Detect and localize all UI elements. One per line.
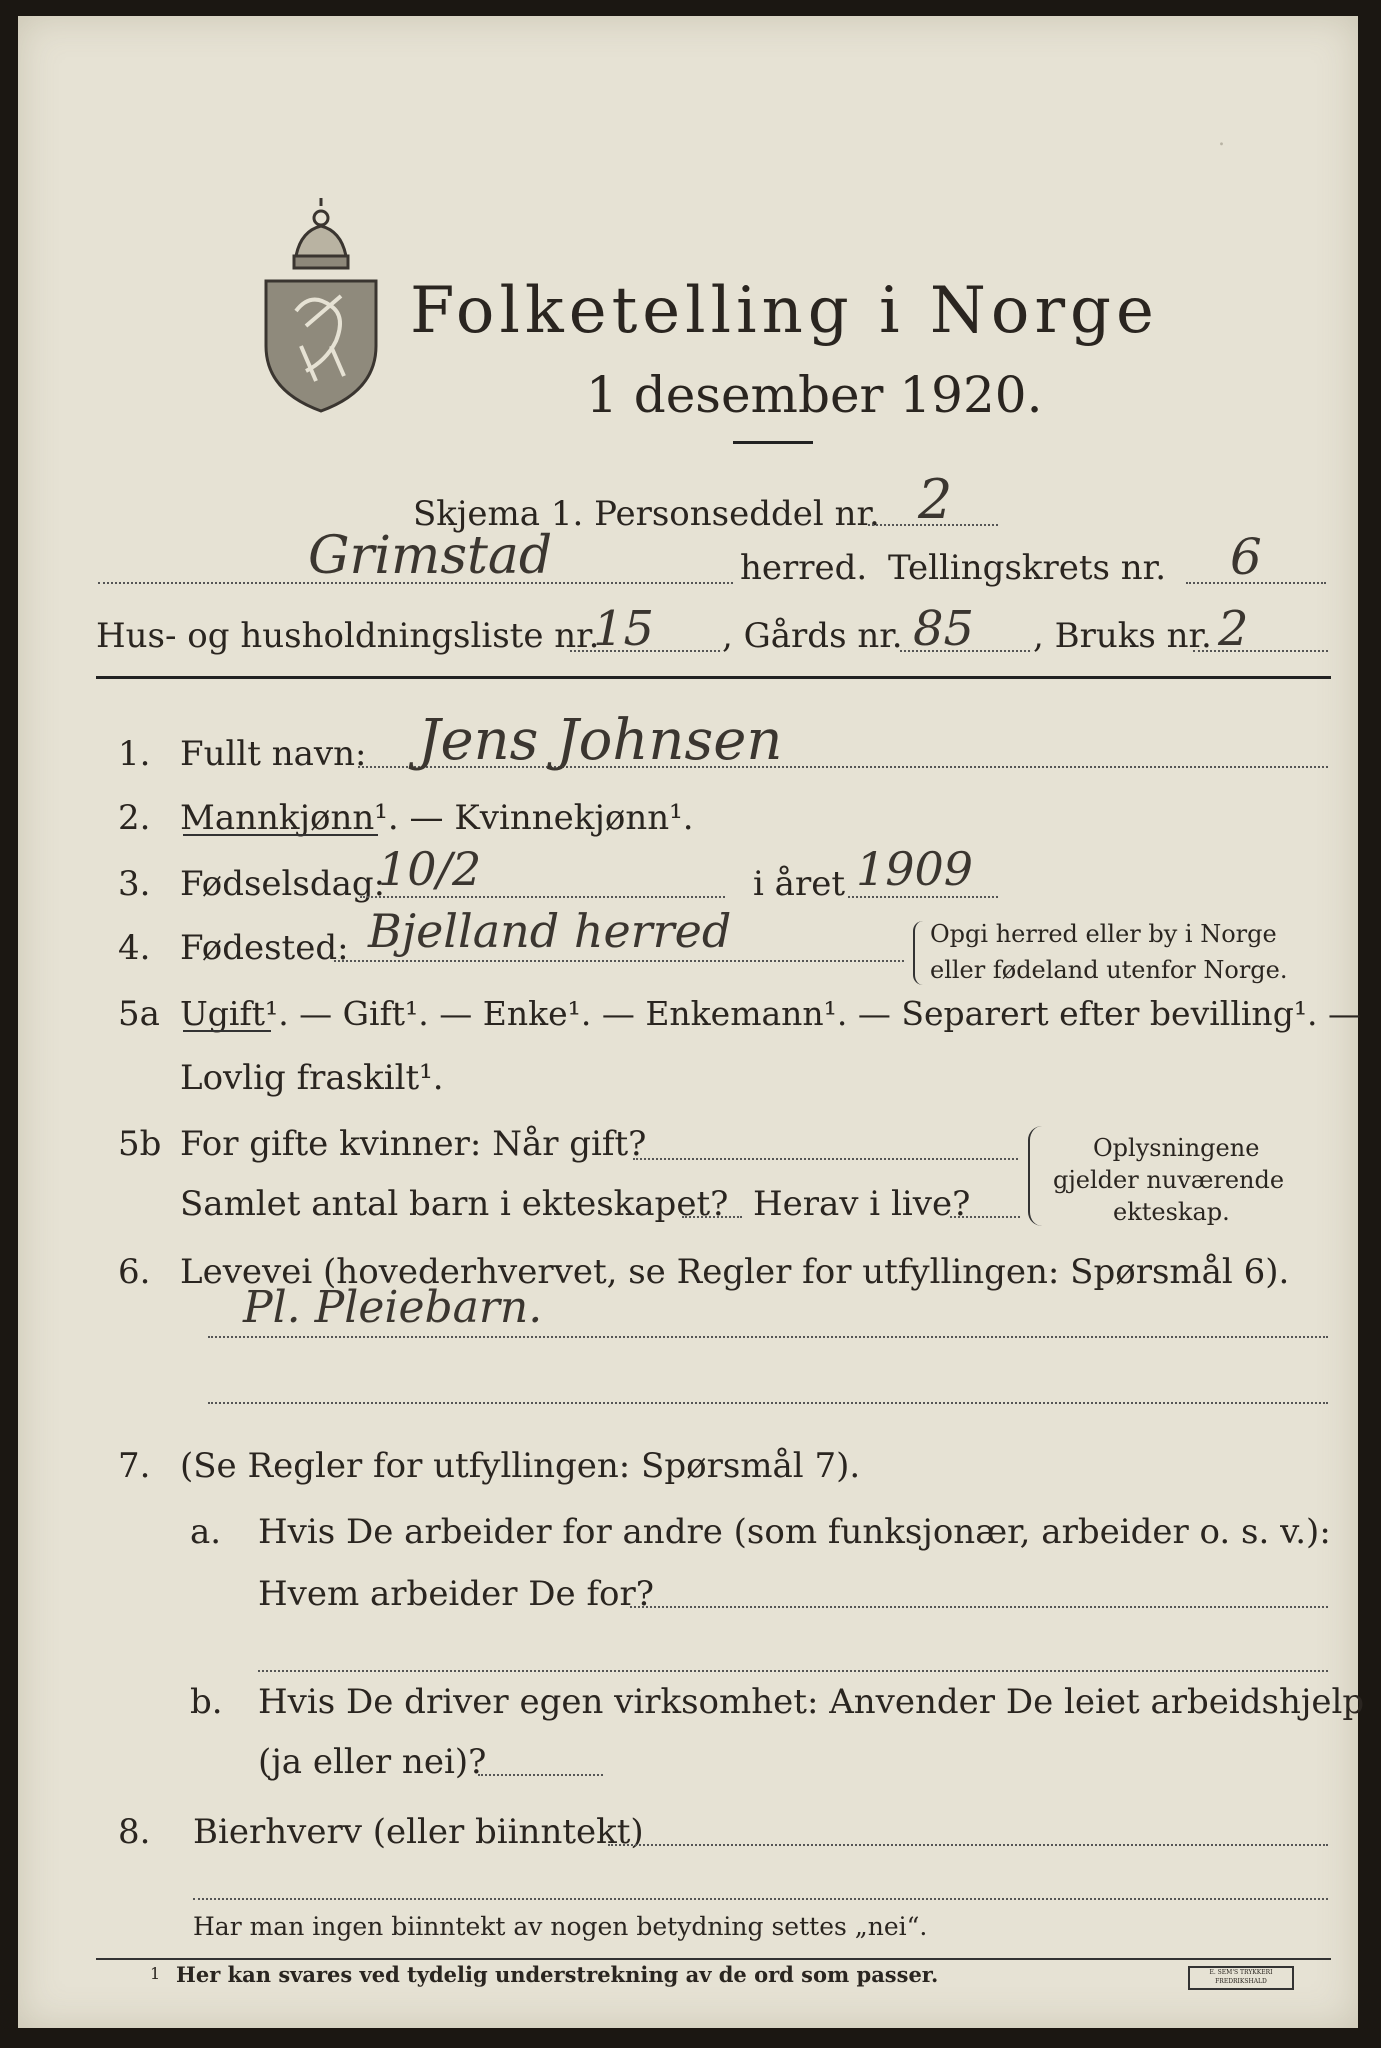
side-income-field-2[interactable] — [193, 1898, 1328, 1900]
q7-label: (Se Regler for utfyllingen: Spørsmål 7). — [180, 1446, 861, 1486]
q5b-number: 5b — [118, 1124, 162, 1164]
footer-rule — [96, 1958, 1331, 1960]
employer-field[interactable] — [630, 1606, 1328, 1608]
q2-number: 2. — [118, 798, 151, 838]
birthplace-value: Bjelland herred — [368, 904, 732, 958]
herred-value: Grimstad — [308, 526, 553, 586]
herred-label: herred. — [740, 548, 868, 588]
year-label: i året — [753, 864, 845, 904]
q5b-line2a: Samlet antal barn i ekteskapet? — [180, 1184, 729, 1224]
q7a-line2: Hvem arbeider De for? — [258, 1574, 654, 1614]
hus-label: Hus- og husholdningsliste nr. — [96, 616, 600, 656]
title-divider — [733, 441, 813, 444]
q4-number: 4. — [118, 928, 151, 968]
gards-label: , Gårds nr. — [722, 616, 903, 656]
birthday-field[interactable] — [360, 896, 725, 898]
marital-status-divorced[interactable]: Lovlig fraskilt¹. — [180, 1058, 444, 1098]
q8-label: Bierhverv (eller biinntekt) — [193, 1812, 644, 1852]
marriage-date-field[interactable] — [633, 1158, 1018, 1160]
hus-value: 15 — [593, 601, 655, 657]
q5b-line1: For gifte kvinner: Når gift? — [180, 1124, 647, 1164]
q5b-line2b: Herav i live? — [753, 1184, 971, 1224]
birthplace-note-2: eller fødeland utenfor Norge. — [930, 956, 1288, 984]
census-date: 1 desember 1920. — [586, 366, 1043, 424]
bruks-field[interactable] — [1193, 650, 1328, 652]
census-form-page — [18, 16, 1365, 2028]
q5a-number: 5a — [118, 994, 160, 1034]
marital-status-options[interactable]: Ugift¹. — Gift¹. — Enke¹. — Enkemann¹. — Separert efter bevilling¹. — — [180, 994, 1362, 1033]
bleed-through-text: . — [1218, 126, 1225, 151]
hired-help-field[interactable] — [478, 1774, 603, 1776]
birthday-value: 10/2 — [378, 842, 482, 896]
occupation-value: Pl. Pleiebarn. — [243, 1282, 543, 1333]
marital-underline — [183, 1030, 271, 1032]
personseddel-value: 2 — [918, 468, 953, 531]
q7a-line1: Hvis De arbeider for andre (som funksjonær, arbeider o. s. v.): — [258, 1512, 1331, 1552]
footnote-mark: 1 — [150, 1964, 161, 1983]
q5b-note-1: Oplysningene — [1093, 1134, 1260, 1162]
q5b-note-2: gjelder nuværende — [1053, 1166, 1285, 1194]
q7b-line2: (ja eller nei)? — [258, 1742, 487, 1782]
q6-number: 6. — [118, 1252, 151, 1292]
tellingskrets-label: Tellingskrets nr. — [888, 548, 1167, 588]
q7b-marker: b. — [190, 1682, 223, 1722]
form-title: Folketelling i Norge — [410, 274, 1159, 348]
footnote-text: Her kan svares ved tydelig understrekning av de ord som passer. — [176, 1962, 939, 1987]
bruks-value: 2 — [1218, 601, 1249, 657]
birth-year-field[interactable] — [848, 896, 998, 898]
q4-label: Fødested: — [180, 928, 349, 968]
employer-field-2[interactable] — [258, 1670, 1328, 1672]
q7-number: 7. — [118, 1446, 151, 1486]
birthplace-note-1: Opgi herred eller by i Norge — [930, 920, 1277, 948]
side-income-field[interactable] — [608, 1844, 1328, 1846]
q1-number: 1. — [118, 734, 151, 774]
schema-label: Skjema 1. Personseddel nr. — [413, 494, 880, 534]
gender-options[interactable]: Mannkjønn¹. — Kvinnekjønn¹. — [180, 798, 694, 838]
q8-number: 8. — [118, 1812, 151, 1852]
q7a-marker: a. — [190, 1512, 222, 1552]
children-count-field[interactable] — [682, 1216, 742, 1218]
q5b-brace — [1028, 1126, 1042, 1226]
birthplace-field[interactable] — [334, 960, 904, 962]
bruks-label: , Bruks nr. — [1033, 616, 1212, 656]
occupation-field[interactable] — [208, 1336, 1328, 1338]
q6-label: Levevei (hovederhvervet, se Regler for utfyllingen: Spørsmål 6). — [180, 1252, 1290, 1292]
occupation-field-2[interactable] — [208, 1402, 1328, 1404]
q7b-line1: Hvis De driver egen virksomhet: Anvender De leiet arbeidshjelp — [258, 1682, 1365, 1722]
birth-year-value: 1909 — [856, 842, 974, 896]
q5b-note-3: ekteskap. — [1113, 1198, 1230, 1226]
gards-value: 85 — [913, 601, 975, 657]
q4-brace — [913, 921, 925, 985]
children-alive-field[interactable] — [950, 1216, 1020, 1218]
gender-underline — [183, 834, 378, 836]
q3-label: Fødselsdag: — [180, 864, 386, 904]
side-income-note: Har man ingen biinntekt av nogen betydning settes „nei“. — [193, 1912, 928, 1941]
tellingskrets-value: 6 — [1230, 528, 1262, 586]
header-rule — [96, 676, 1331, 679]
q3-number: 3. — [118, 864, 151, 904]
full-name-value: Jens Johnsen — [418, 708, 783, 773]
norway-coat-of-arms-icon — [256, 196, 386, 416]
printer-stamp: E. SEM'S TRYKKERI FREDRIKSHALD — [1188, 1966, 1294, 1990]
q1-label: Fullt navn: — [180, 734, 367, 774]
